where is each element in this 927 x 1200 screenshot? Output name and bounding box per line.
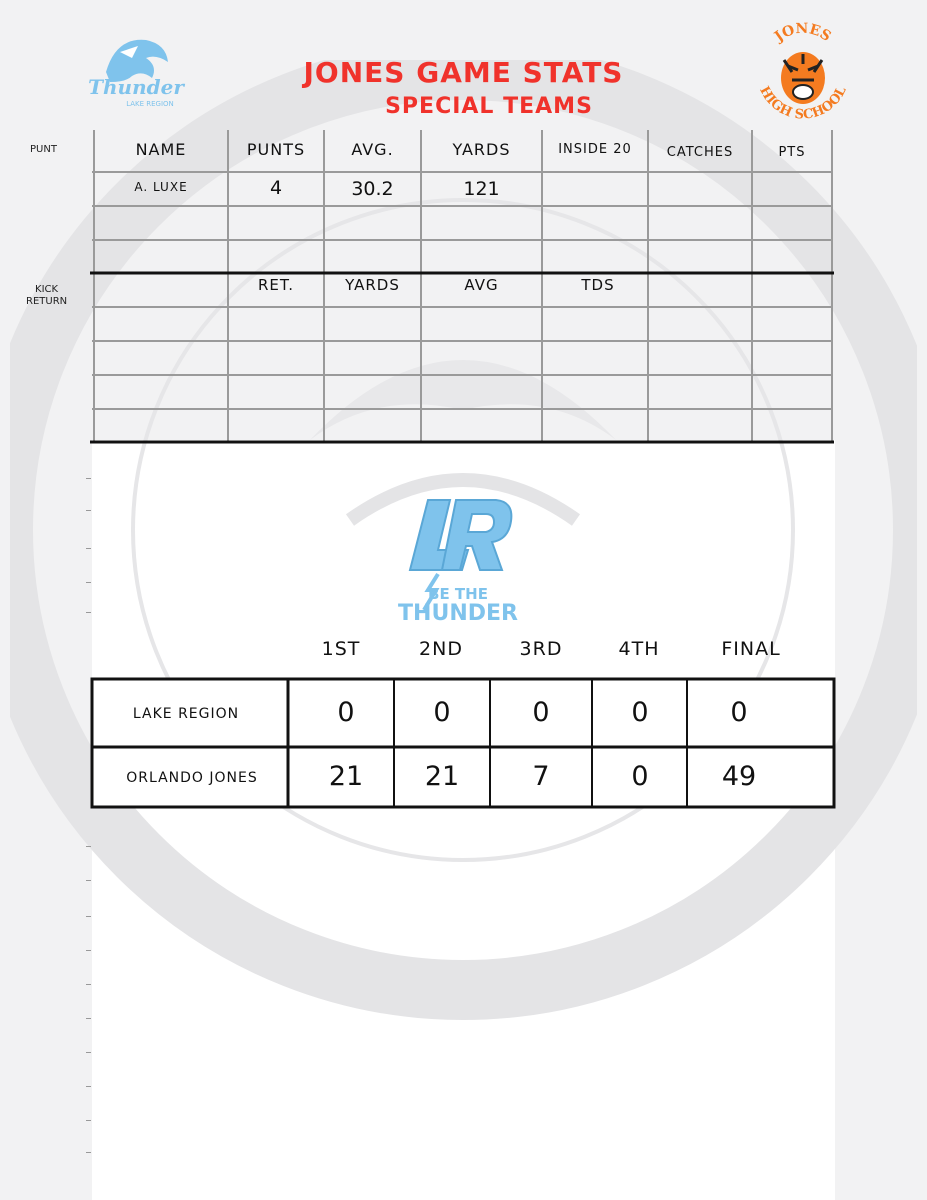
punt-header-inside20: INSIDE 20 <box>558 142 632 157</box>
punt-row-name: A. LUXE <box>134 180 188 194</box>
margin-tick <box>86 916 91 917</box>
punt-section-label: PUNT <box>30 144 57 155</box>
margin-tick <box>86 612 91 613</box>
score-lake-region-q3: 0 <box>532 697 550 728</box>
svg-text:BE THE: BE THE <box>428 585 488 603</box>
kick-label-line1: KICK <box>35 284 59 295</box>
punt-header-avg: AVG. <box>351 140 394 159</box>
margin-tick <box>86 582 91 583</box>
svg-text:LAKE REGION: LAKE REGION <box>126 100 174 108</box>
quarter-header-1st: 1ST <box>321 638 361 660</box>
team-name-orlando-jones: ORLANDO JONES <box>126 770 258 786</box>
margin-tick <box>86 846 91 847</box>
punt-row-yards: 121 <box>463 178 500 200</box>
score-lake-region-final: 0 <box>730 697 748 728</box>
punt-header-yards: YARDS <box>452 140 511 159</box>
punt-header-pts: PTS <box>778 145 806 160</box>
margin-tick <box>86 950 91 951</box>
lake-region-lr-logo <box>398 492 528 632</box>
page-title: JONES GAME STATS <box>303 56 624 89</box>
quarter-header-3rd: 3RD <box>519 638 563 660</box>
kick-label-line2: RETURN <box>26 296 68 307</box>
punt-header-punts: PUNTS <box>246 140 306 159</box>
score-orlando-jones-q3: 7 <box>532 761 550 792</box>
margin-tick <box>86 1120 91 1121</box>
team-name-lake-region: LAKE REGION <box>132 706 240 722</box>
score-lake-region-q1: 0 <box>337 697 355 728</box>
score-orlando-jones-q2: 21 <box>424 761 460 792</box>
margin-tick <box>86 1152 91 1153</box>
punt-row-avg: 30.2 <box>351 178 394 200</box>
margin-tick <box>86 880 91 881</box>
margin-tick <box>86 1052 91 1053</box>
margin-tick <box>86 510 91 511</box>
score-orlando-jones-q4: 0 <box>631 761 649 792</box>
punt-header-catches: CATCHES <box>666 145 734 160</box>
kr-header-yards: YARDS <box>345 276 400 294</box>
punt-row-punts: 4 <box>269 177 283 199</box>
margin-tick <box>86 1018 91 1019</box>
margin-tick <box>86 478 91 479</box>
quarter-header-final: FINAL <box>721 638 781 660</box>
svg-text:THUNDER: THUNDER <box>398 601 518 626</box>
kr-header-tds: TDS <box>581 276 615 294</box>
score-lake-region-q2: 0 <box>433 697 451 728</box>
punt-header-name: NAME <box>135 140 187 159</box>
margin-tick <box>86 548 91 549</box>
score-orlando-jones-final: 49 <box>721 761 757 792</box>
svg-text:Thunder: Thunder <box>88 75 184 99</box>
score-orlando-jones-q1: 21 <box>328 761 364 792</box>
quarter-header-2nd: 2ND <box>419 638 463 660</box>
quarter-header-4th: 4TH <box>618 638 660 660</box>
margin-tick <box>86 1086 91 1087</box>
page-subtitle: SPECIAL TEAMS <box>385 94 593 119</box>
svg-text:JONES: JONES <box>771 20 834 46</box>
score-lake-region-q4: 0 <box>631 697 649 728</box>
svg-text:HIGH SCHOOL: HIGH SCHOOL <box>756 84 850 123</box>
kr-header-avg: AVG <box>464 276 499 294</box>
kr-header-ret: RET. <box>257 276 295 294</box>
margin-tick <box>86 984 91 985</box>
kick-return-section-label <box>26 284 67 308</box>
